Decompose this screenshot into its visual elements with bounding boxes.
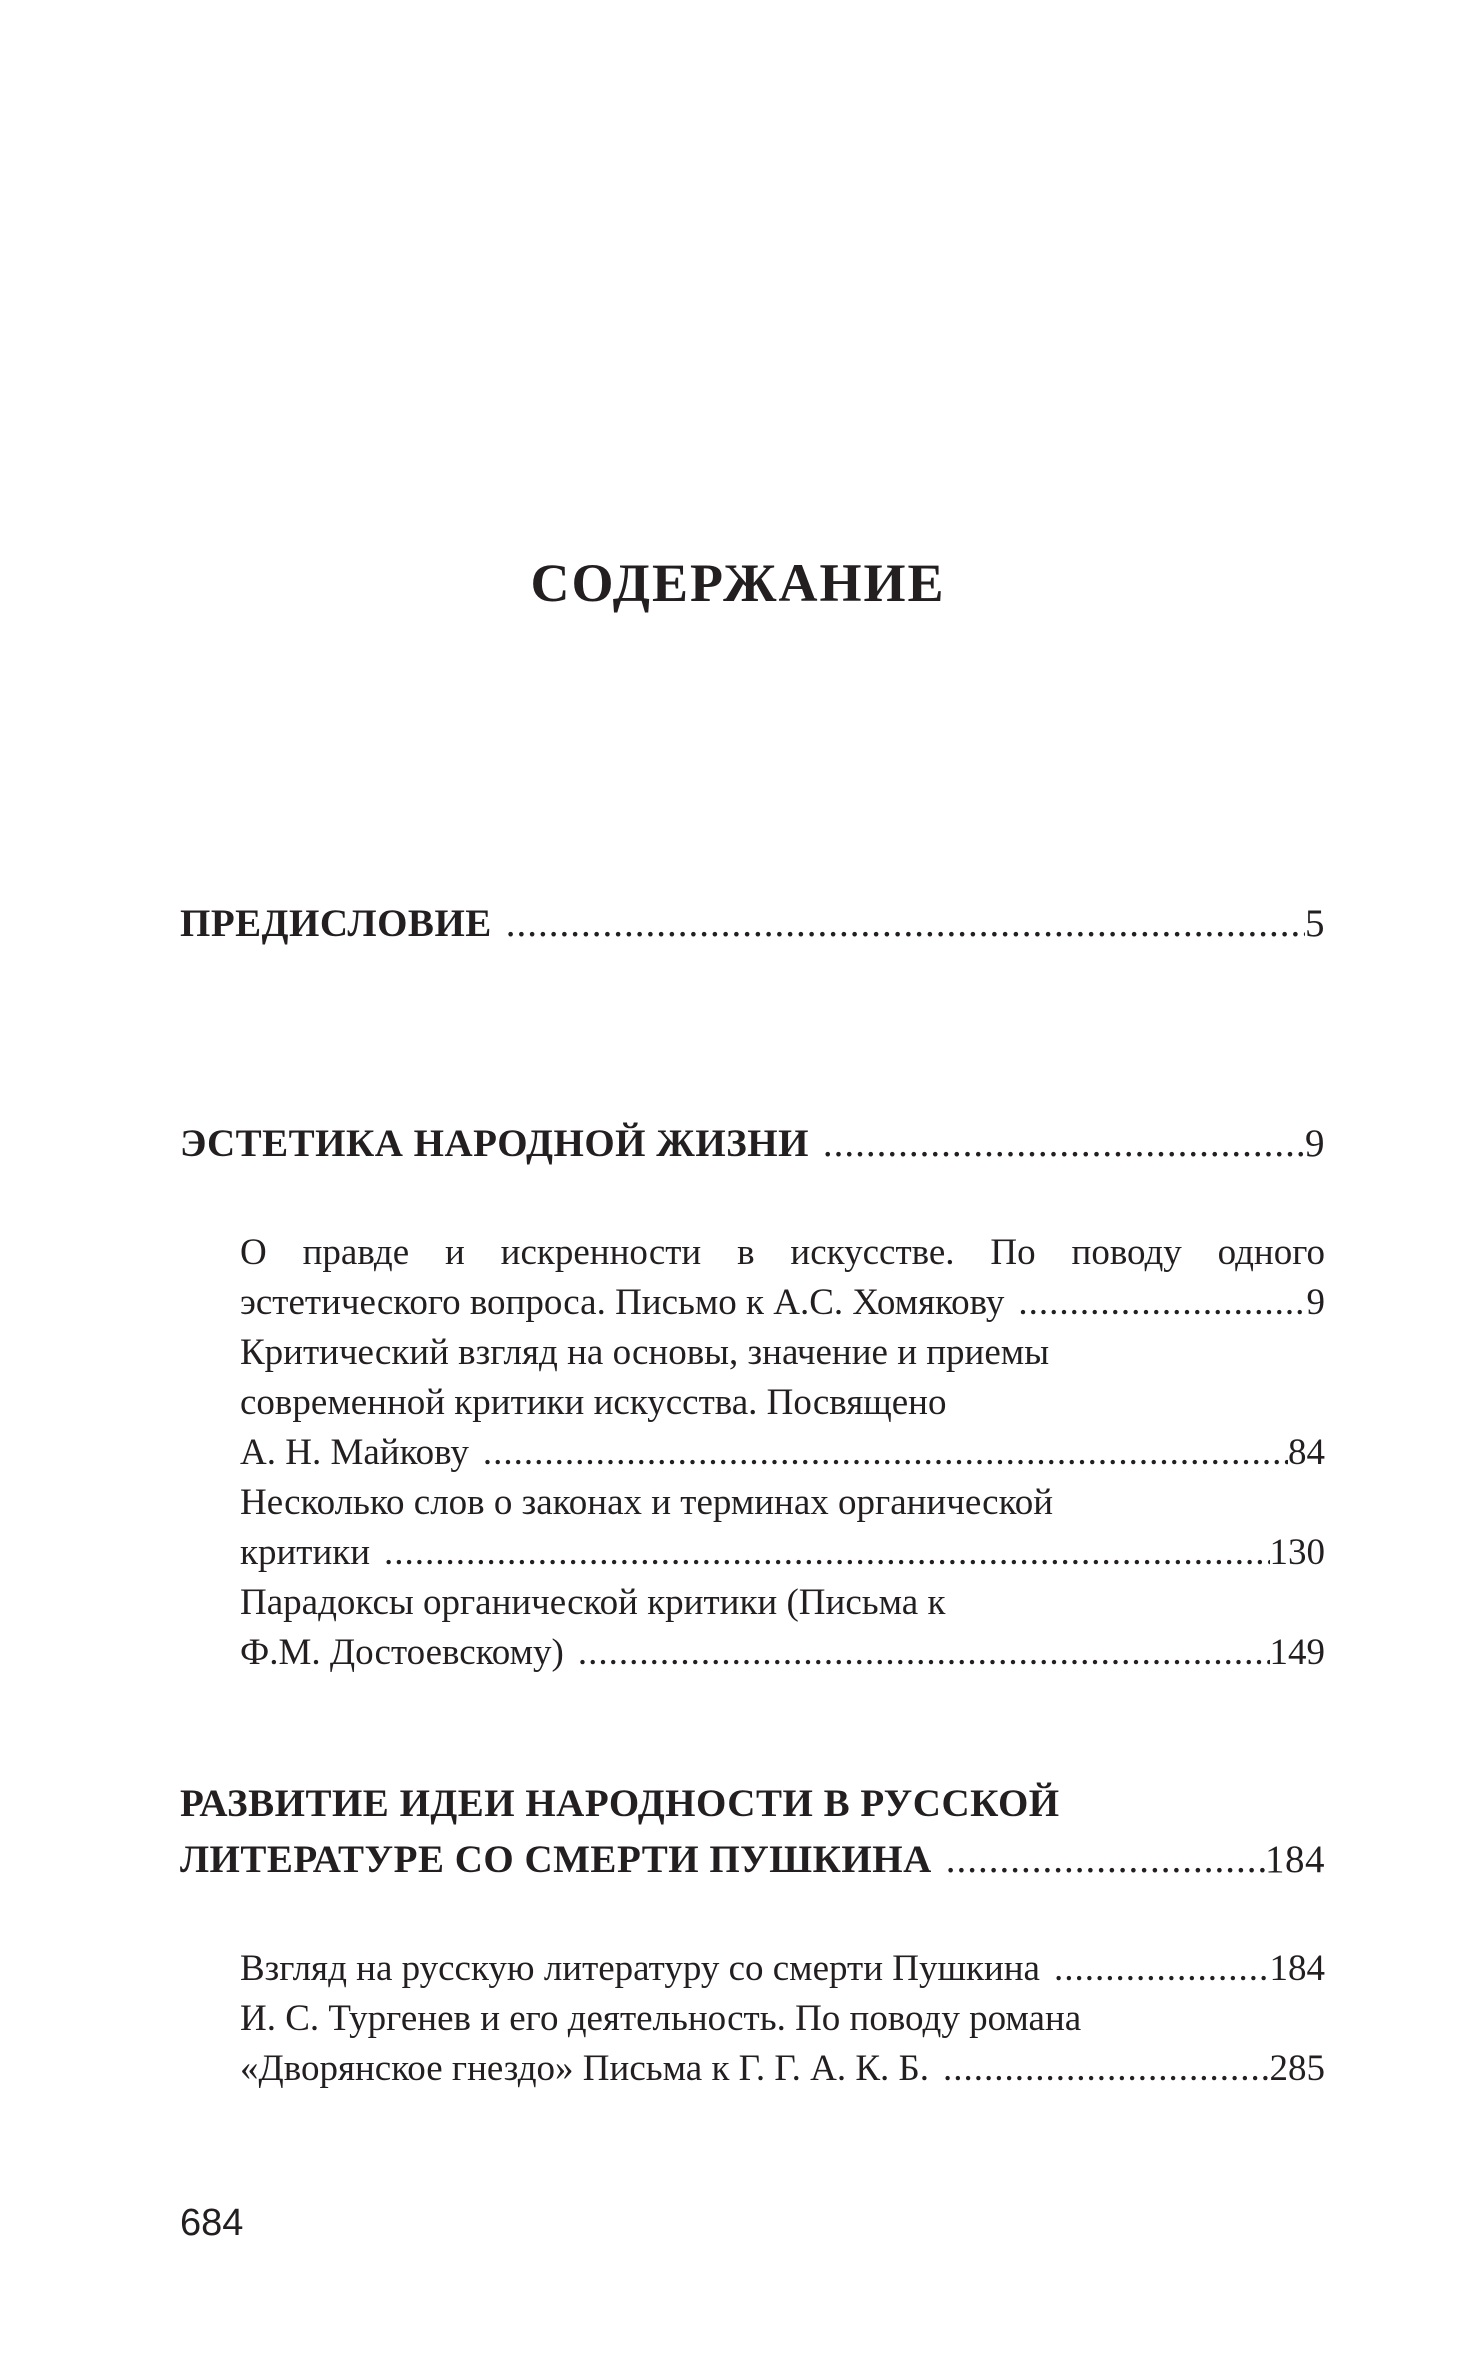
toc-section-label: РАЗВИТИЕ ИДЕИ НАРОДНОСТИ В РУССКОЙ [180,1782,1060,1825]
toc-entry-text: Взгляд на русскую литературу со смерти Пушкина [240,1948,1040,1989]
dot-leader [1018,1278,1306,1328]
toc-section-aesthetics [180,1116,1325,1172]
toc-section-title [180,1116,1325,1172]
toc-section-title-last-line [180,1832,1325,1888]
toc-entry [240,1578,1325,1678]
dot-leader [506,896,1305,952]
toc-entry-text: эстетического вопроса. Письмо к А.С. Хомякову [240,1282,1005,1323]
dot-leader [1054,1944,1270,1994]
page-number-folio: 684 [180,2202,244,2244]
toc-entry-last-line [240,1428,1325,1478]
toc-page-number: 184 [1265,1838,1325,1881]
dot-leader [384,1528,1269,1578]
toc-entry-text: современной критики искусства. Посвящено [240,1382,947,1423]
toc-section-label: ЭСТЕТИКА НАРОДНОЙ ЖИЗНИ [180,1122,809,1165]
toc-section-label: ПРЕДИСЛОВИЕ [180,902,492,945]
toc-page-number: 5 [1305,902,1325,945]
toc-page-number: 9 [1305,1122,1325,1165]
toc-entry-last-line [240,1528,1325,1578]
toc-section-nationality [180,1776,1325,1888]
toc-entry [240,1228,1325,1328]
toc-entry-text: «Дворянское гнездо» Письма к Г. Г. А. К. Б. [240,2048,929,2089]
toc-entry [240,1994,1325,2094]
toc-page-number: 84 [1288,1432,1325,1473]
toc-entry-text: Несколько слов о законах и терминах органической [240,1482,1053,1523]
toc-entry [240,1478,1325,1578]
toc-entry-text: Критический взгляд на основы, значение и приемы [240,1332,1050,1373]
toc-entry-last-line [240,1628,1325,1678]
toc-section-preface [180,896,1325,952]
toc-entry-text: критики [240,1532,371,1573]
toc-page-number: 9 [1306,1282,1325,1323]
toc-section-title [180,896,1325,952]
toc-page-number: 285 [1269,2048,1325,2089]
toc-entry [240,1944,1325,1994]
toc-entries-aesthetics [240,1228,1325,1678]
toc-section-label: ЛИТЕРАТУРЕ СО СМЕРТИ ПУШКИНА [180,1838,932,1881]
toc-page-number: 149 [1269,1632,1325,1673]
toc-page-number: 184 [1269,1948,1325,1989]
toc-entry-last-line [240,1944,1325,1994]
toc-entry-text: А. Н. Майкову [240,1432,469,1473]
toc-section-title [180,1776,1325,1832]
dot-leader [483,1428,1288,1478]
toc-entry-text: О правде и искренности в искусстве. По поводу одного [240,1232,1325,1273]
dot-leader [578,1628,1270,1678]
toc-entry-text: Ф.М. Достоевскому) [240,1632,564,1673]
dot-leader [946,1832,1265,1888]
toc-entry-text: Парадоксы органической критики (Письма к [240,1582,946,1623]
toc-entry [240,1328,1325,1478]
toc-page-number: 130 [1269,1532,1325,1573]
toc-entry-last-line [240,2044,1325,2094]
page-title: СОДЕРЖАНИЕ [530,553,946,613]
dot-leader [943,2044,1270,2094]
toc-entry-text: И. С. Тургенев и его деятельность. По поводу романа [240,1998,1082,2039]
toc-entry-last-line [240,1278,1325,1328]
dot-leader [823,1116,1305,1172]
toc-entries-nationality [240,1944,1325,2094]
